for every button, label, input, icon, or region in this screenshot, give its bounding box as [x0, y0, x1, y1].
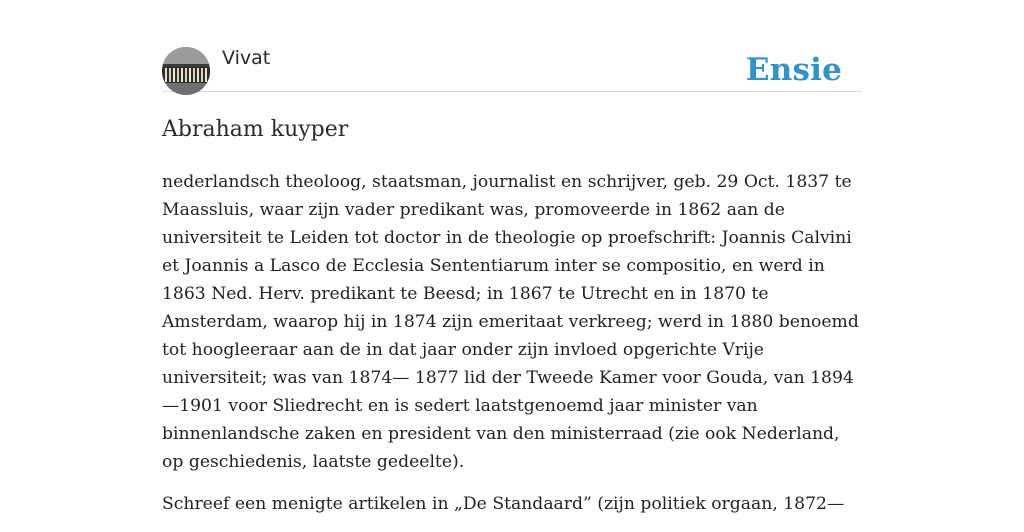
source-avatar[interactable]: [162, 47, 210, 95]
brand-logo[interactable]: Ensie: [745, 52, 842, 88]
bookshelf-avatar-icon: [162, 47, 210, 95]
article-paragraph: Schreef een menigte artikelen in „De Standaard” (zijn politiek orgaan, 1872—: [162, 494, 845, 514]
article-body: [162, 168, 862, 532]
site-header: [162, 46, 862, 92]
article-paragraph: nederlandsch theoloog, staatsman, journalist en schrijver, geb. 29 Oct. 1837 te Maassluis, waar zijn vader predikant was, promoveerde in 1862 aan de universiteit te Leiden tot doctor in de theologie op proefschrift: Joannis Calvini et Joannis a Lasco de Ecclesia Sententiarum inter se compositio, en werd in 1863 Ned. Herv. predikant te Beesd; in 1867 te Utrecht en in 1870 te Amsterdam, waarop hij in 1874 zijn emeritaat verkreeg; werd in 1880 benoemd tot hoogleeraar aan de in dat jaar onder zijn invloed opgerichte Vrije universiteit; was van 1874— 1877 lid der Tweede Kamer voor Gouda, van 1894—1901 voor Sliedrecht en is sedert laatstgenoemd jaar minister van binnenlandsche zaken en president van den ministerraad (zie ook Nederland, op geschiedenis, laatste gedeelte).: [162, 172, 859, 472]
source-name-link[interactable]: Vivat: [222, 47, 271, 69]
article-title: Abraham kuyper: [162, 117, 349, 142]
